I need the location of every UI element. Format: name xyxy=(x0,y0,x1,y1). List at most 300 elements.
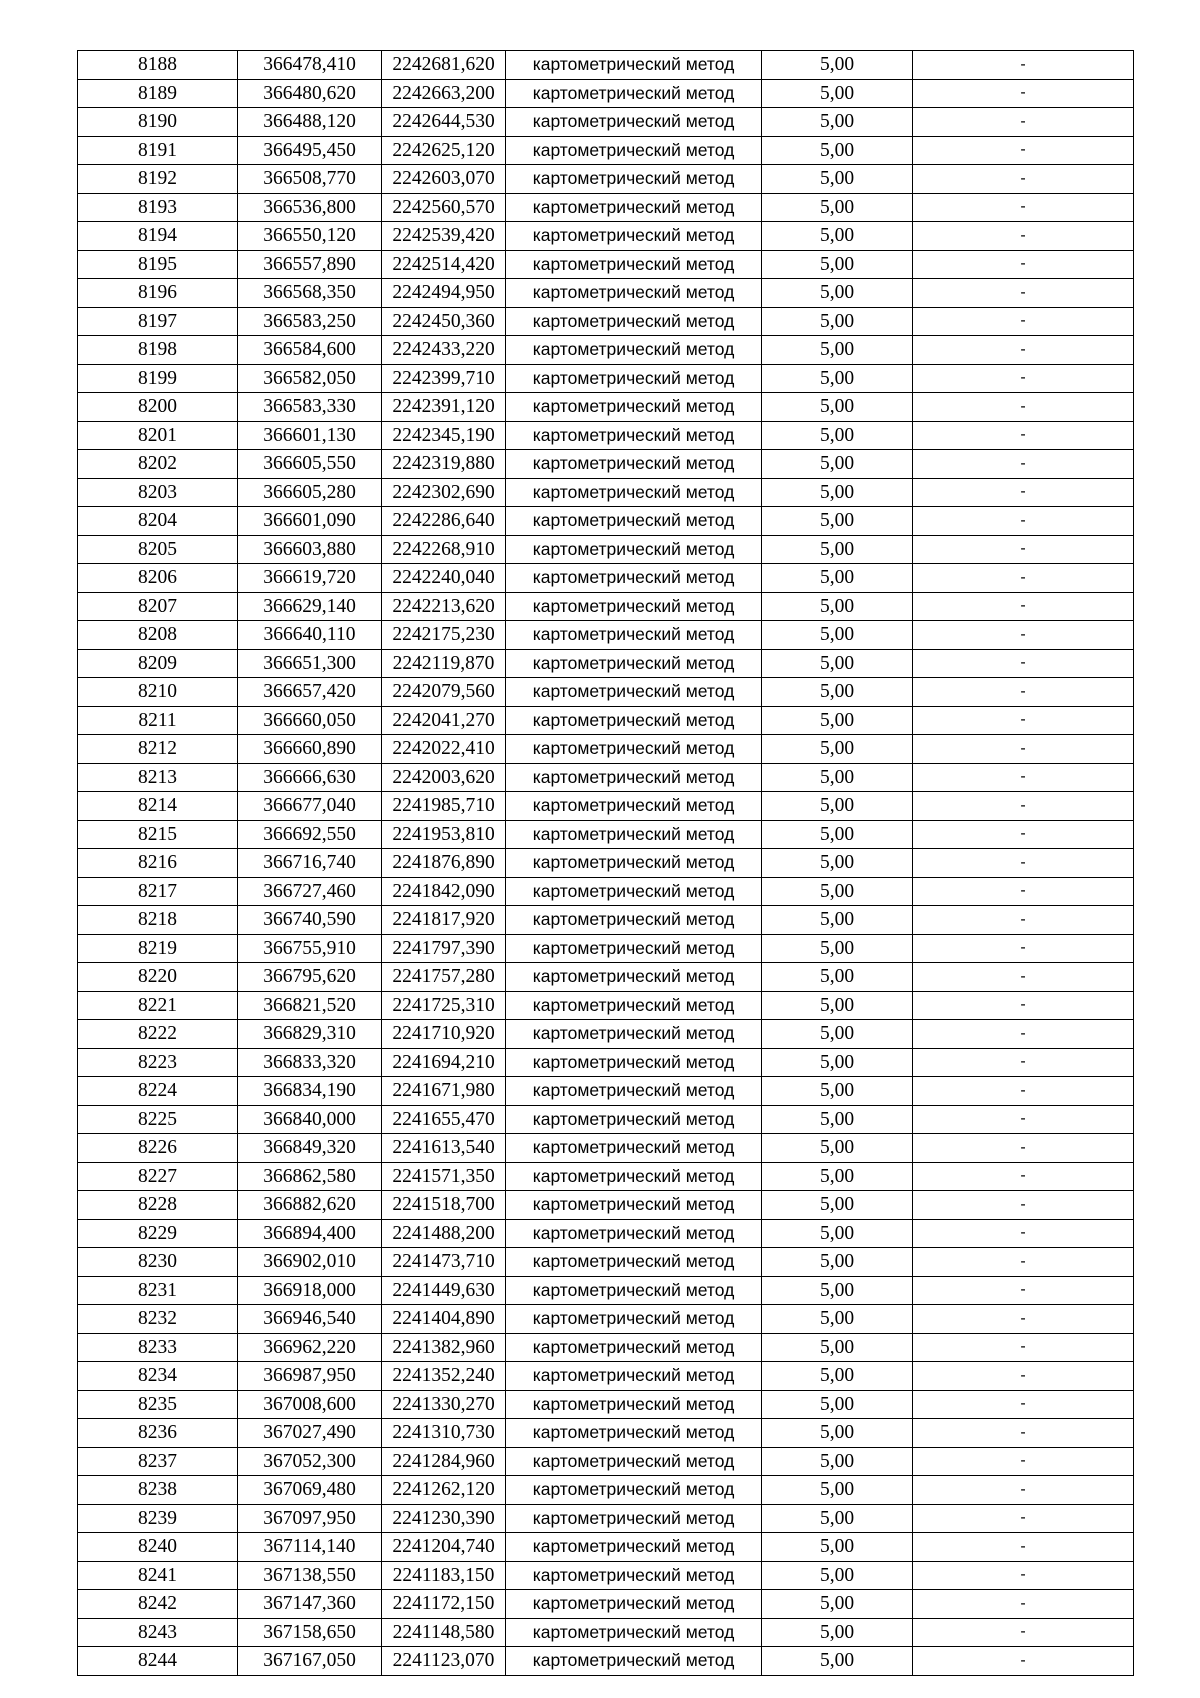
y-coordinate-cell: 2242603,070 xyxy=(382,165,506,194)
point-number-cell: 8238 xyxy=(78,1476,238,1505)
table-row xyxy=(78,1162,1134,1191)
x-coordinate-cell: 366557,890 xyxy=(238,250,382,279)
accuracy-cell: 5,00 xyxy=(762,535,913,564)
x-coordinate-cell: 366619,720 xyxy=(238,564,382,593)
method-cell: картометрический метод xyxy=(506,421,762,450)
accuracy-cell: 5,00 xyxy=(762,934,913,963)
table-row xyxy=(78,1276,1134,1305)
y-coordinate-cell: 2241518,700 xyxy=(382,1191,506,1220)
point-number-cell: 8228 xyxy=(78,1191,238,1220)
x-coordinate-cell: 366582,050 xyxy=(238,364,382,393)
note-cell: - xyxy=(913,507,1134,536)
accuracy-cell: 5,00 xyxy=(762,279,913,308)
x-coordinate-cell: 366833,320 xyxy=(238,1048,382,1077)
x-coordinate-cell: 366584,600 xyxy=(238,336,382,365)
point-number-cell: 8190 xyxy=(78,108,238,137)
note-cell: - xyxy=(913,649,1134,678)
accuracy-cell: 5,00 xyxy=(762,1533,913,1562)
x-coordinate-cell: 367052,300 xyxy=(238,1447,382,1476)
point-number-cell: 8191 xyxy=(78,136,238,165)
method-cell: картометрический метод xyxy=(506,592,762,621)
note-cell: - xyxy=(913,1504,1134,1533)
note-cell: - xyxy=(913,393,1134,422)
y-coordinate-cell: 2241449,630 xyxy=(382,1276,506,1305)
table-row xyxy=(78,564,1134,593)
point-number-cell: 8243 xyxy=(78,1618,238,1647)
point-number-cell: 8239 xyxy=(78,1504,238,1533)
accuracy-cell: 5,00 xyxy=(762,136,913,165)
method-cell: картометрический метод xyxy=(506,1561,762,1590)
point-number-cell: 8207 xyxy=(78,592,238,621)
note-cell: - xyxy=(913,165,1134,194)
table-row xyxy=(78,79,1134,108)
point-number-cell: 8232 xyxy=(78,1305,238,1334)
note-cell: - xyxy=(913,79,1134,108)
table-row xyxy=(78,621,1134,650)
x-coordinate-cell: 366478,410 xyxy=(238,51,382,80)
method-cell: картометрический метод xyxy=(506,279,762,308)
note-cell: - xyxy=(913,792,1134,821)
accuracy-cell: 5,00 xyxy=(762,1419,913,1448)
method-cell: картометрический метод xyxy=(506,136,762,165)
point-number-cell: 8197 xyxy=(78,307,238,336)
y-coordinate-cell: 2241817,920 xyxy=(382,906,506,935)
x-coordinate-cell: 366840,000 xyxy=(238,1105,382,1134)
note-cell: - xyxy=(913,336,1134,365)
table-row xyxy=(78,1333,1134,1362)
x-coordinate-cell: 366536,800 xyxy=(238,193,382,222)
table-row xyxy=(78,393,1134,422)
method-cell: картометрический метод xyxy=(506,1134,762,1163)
table-row xyxy=(78,1447,1134,1476)
x-coordinate-cell: 366568,350 xyxy=(238,279,382,308)
table-row xyxy=(78,1504,1134,1533)
method-cell: картометрический метод xyxy=(506,877,762,906)
point-number-cell: 8203 xyxy=(78,478,238,507)
note-cell: - xyxy=(913,592,1134,621)
x-coordinate-cell: 366692,550 xyxy=(238,820,382,849)
method-cell: картометрический метод xyxy=(506,250,762,279)
method-cell: картометрический метод xyxy=(506,364,762,393)
method-cell: картометрический метод xyxy=(506,507,762,536)
method-cell: картометрический метод xyxy=(506,678,762,707)
table-row xyxy=(78,1134,1134,1163)
accuracy-cell: 5,00 xyxy=(762,621,913,650)
method-cell: картометрический метод xyxy=(506,1647,762,1676)
note-cell: - xyxy=(913,364,1134,393)
note-cell: - xyxy=(913,222,1134,251)
accuracy-cell: 5,00 xyxy=(762,421,913,450)
accuracy-cell: 5,00 xyxy=(762,592,913,621)
method-cell: картометрический метод xyxy=(506,621,762,650)
table-row xyxy=(78,507,1134,536)
y-coordinate-cell: 2241985,710 xyxy=(382,792,506,821)
x-coordinate-cell: 366583,330 xyxy=(238,393,382,422)
accuracy-cell: 5,00 xyxy=(762,763,913,792)
x-coordinate-cell: 366651,300 xyxy=(238,649,382,678)
x-coordinate-cell: 366657,420 xyxy=(238,678,382,707)
y-coordinate-cell: 2242319,880 xyxy=(382,450,506,479)
accuracy-cell: 5,00 xyxy=(762,507,913,536)
table-row xyxy=(78,1248,1134,1277)
y-coordinate-cell: 2241148,580 xyxy=(382,1618,506,1647)
y-coordinate-cell: 2241404,890 xyxy=(382,1305,506,1334)
x-coordinate-cell: 367158,650 xyxy=(238,1618,382,1647)
y-coordinate-cell: 2242433,220 xyxy=(382,336,506,365)
x-coordinate-cell: 367167,050 xyxy=(238,1647,382,1676)
y-coordinate-cell: 2241797,390 xyxy=(382,934,506,963)
point-number-cell: 8212 xyxy=(78,735,238,764)
method-cell: картометрический метод xyxy=(506,564,762,593)
note-cell: - xyxy=(913,307,1134,336)
accuracy-cell: 5,00 xyxy=(762,1647,913,1676)
method-cell: картометрический метод xyxy=(506,1048,762,1077)
x-coordinate-cell: 366740,590 xyxy=(238,906,382,935)
accuracy-cell: 5,00 xyxy=(762,1105,913,1134)
y-coordinate-cell: 2241310,730 xyxy=(382,1419,506,1448)
y-coordinate-cell: 2242175,230 xyxy=(382,621,506,650)
coordinates-table-body xyxy=(78,51,1134,1676)
point-number-cell: 8237 xyxy=(78,1447,238,1476)
point-number-cell: 8213 xyxy=(78,763,238,792)
y-coordinate-cell: 2242644,530 xyxy=(382,108,506,137)
accuracy-cell: 5,00 xyxy=(762,393,913,422)
table-row xyxy=(78,364,1134,393)
method-cell: картометрический метод xyxy=(506,393,762,422)
method-cell: картометрический метод xyxy=(506,1276,762,1305)
note-cell: - xyxy=(913,1533,1134,1562)
x-coordinate-cell: 366834,190 xyxy=(238,1077,382,1106)
note-cell: - xyxy=(913,1219,1134,1248)
x-coordinate-cell: 367147,360 xyxy=(238,1590,382,1619)
x-coordinate-cell: 366495,450 xyxy=(238,136,382,165)
table-row xyxy=(78,250,1134,279)
method-cell: картометрический метод xyxy=(506,222,762,251)
point-number-cell: 8220 xyxy=(78,963,238,992)
accuracy-cell: 5,00 xyxy=(762,849,913,878)
method-cell: картометрический метод xyxy=(506,478,762,507)
x-coordinate-cell: 366666,630 xyxy=(238,763,382,792)
y-coordinate-cell: 2241488,200 xyxy=(382,1219,506,1248)
table-row xyxy=(78,193,1134,222)
table-row xyxy=(78,1105,1134,1134)
y-coordinate-cell: 2242079,560 xyxy=(382,678,506,707)
method-cell: картометрический метод xyxy=(506,450,762,479)
accuracy-cell: 5,00 xyxy=(762,307,913,336)
accuracy-cell: 5,00 xyxy=(762,1134,913,1163)
point-number-cell: 8214 xyxy=(78,792,238,821)
accuracy-cell: 5,00 xyxy=(762,1504,913,1533)
accuracy-cell: 5,00 xyxy=(762,1333,913,1362)
x-coordinate-cell: 366480,620 xyxy=(238,79,382,108)
method-cell: картометрический метод xyxy=(506,1362,762,1391)
method-cell: картометрический метод xyxy=(506,1191,762,1220)
table-row xyxy=(78,763,1134,792)
method-cell: картометрический метод xyxy=(506,649,762,678)
method-cell: картометрический метод xyxy=(506,1105,762,1134)
table-row xyxy=(78,1219,1134,1248)
y-coordinate-cell: 2241842,090 xyxy=(382,877,506,906)
point-number-cell: 8201 xyxy=(78,421,238,450)
accuracy-cell: 5,00 xyxy=(762,1191,913,1220)
y-coordinate-cell: 2241183,150 xyxy=(382,1561,506,1590)
point-number-cell: 8231 xyxy=(78,1276,238,1305)
y-coordinate-cell: 2242681,620 xyxy=(382,51,506,80)
x-coordinate-cell: 366660,050 xyxy=(238,706,382,735)
point-number-cell: 8244 xyxy=(78,1647,238,1676)
point-number-cell: 8227 xyxy=(78,1162,238,1191)
y-coordinate-cell: 2242663,200 xyxy=(382,79,506,108)
table-row xyxy=(78,1476,1134,1505)
x-coordinate-cell: 367138,550 xyxy=(238,1561,382,1590)
note-cell: - xyxy=(913,1362,1134,1391)
x-coordinate-cell: 366918,000 xyxy=(238,1276,382,1305)
note-cell: - xyxy=(913,1134,1134,1163)
y-coordinate-cell: 2241382,960 xyxy=(382,1333,506,1362)
point-number-cell: 8208 xyxy=(78,621,238,650)
method-cell: картометрический метод xyxy=(506,735,762,764)
note-cell: - xyxy=(913,877,1134,906)
y-coordinate-cell: 2241123,070 xyxy=(382,1647,506,1676)
y-coordinate-cell: 2241655,470 xyxy=(382,1105,506,1134)
method-cell: картометрический метод xyxy=(506,1162,762,1191)
table-row xyxy=(78,1419,1134,1448)
x-coordinate-cell: 366629,140 xyxy=(238,592,382,621)
point-number-cell: 8222 xyxy=(78,1020,238,1049)
y-coordinate-cell: 2242240,040 xyxy=(382,564,506,593)
table-row xyxy=(78,792,1134,821)
y-coordinate-cell: 2242268,910 xyxy=(382,535,506,564)
accuracy-cell: 5,00 xyxy=(762,222,913,251)
point-number-cell: 8216 xyxy=(78,849,238,878)
note-cell: - xyxy=(913,1447,1134,1476)
note-cell: - xyxy=(913,478,1134,507)
y-coordinate-cell: 2241204,740 xyxy=(382,1533,506,1562)
method-cell: картометрический метод xyxy=(506,108,762,137)
note-cell: - xyxy=(913,1248,1134,1277)
note-cell: - xyxy=(913,1647,1134,1676)
point-number-cell: 8241 xyxy=(78,1561,238,1590)
method-cell: картометрический метод xyxy=(506,1333,762,1362)
point-number-cell: 8230 xyxy=(78,1248,238,1277)
method-cell: картометрический метод xyxy=(506,849,762,878)
table-row xyxy=(78,1077,1134,1106)
note-cell: - xyxy=(913,564,1134,593)
note-cell: - xyxy=(913,1162,1134,1191)
table-row xyxy=(78,51,1134,80)
note-cell: - xyxy=(913,108,1134,137)
accuracy-cell: 5,00 xyxy=(762,1077,913,1106)
table-row xyxy=(78,706,1134,735)
method-cell: картометрический метод xyxy=(506,1476,762,1505)
note-cell: - xyxy=(913,1077,1134,1106)
note-cell: - xyxy=(913,906,1134,935)
y-coordinate-cell: 2241725,310 xyxy=(382,991,506,1020)
x-coordinate-cell: 366660,890 xyxy=(238,735,382,764)
method-cell: картометрический метод xyxy=(506,763,762,792)
point-number-cell: 8210 xyxy=(78,678,238,707)
accuracy-cell: 5,00 xyxy=(762,1219,913,1248)
y-coordinate-cell: 2241330,270 xyxy=(382,1390,506,1419)
table-row xyxy=(78,1048,1134,1077)
note-cell: - xyxy=(913,250,1134,279)
table-row xyxy=(78,1618,1134,1647)
x-coordinate-cell: 366727,460 xyxy=(238,877,382,906)
point-number-cell: 8225 xyxy=(78,1105,238,1134)
note-cell: - xyxy=(913,1305,1134,1334)
x-coordinate-cell: 366640,110 xyxy=(238,621,382,650)
accuracy-cell: 5,00 xyxy=(762,193,913,222)
note-cell: - xyxy=(913,1590,1134,1619)
x-coordinate-cell: 366677,040 xyxy=(238,792,382,821)
point-number-cell: 8204 xyxy=(78,507,238,536)
x-coordinate-cell: 367114,140 xyxy=(238,1533,382,1562)
y-coordinate-cell: 2242302,690 xyxy=(382,478,506,507)
method-cell: картометрический метод xyxy=(506,336,762,365)
method-cell: картометрический метод xyxy=(506,1219,762,1248)
point-number-cell: 8221 xyxy=(78,991,238,1020)
y-coordinate-cell: 2241613,540 xyxy=(382,1134,506,1163)
accuracy-cell: 5,00 xyxy=(762,678,913,707)
method-cell: картометрический метод xyxy=(506,1020,762,1049)
accuracy-cell: 5,00 xyxy=(762,735,913,764)
x-coordinate-cell: 366962,220 xyxy=(238,1333,382,1362)
y-coordinate-cell: 2242213,620 xyxy=(382,592,506,621)
x-coordinate-cell: 366902,010 xyxy=(238,1248,382,1277)
accuracy-cell: 5,00 xyxy=(762,165,913,194)
table-row xyxy=(78,735,1134,764)
point-number-cell: 8219 xyxy=(78,934,238,963)
method-cell: картометрический метод xyxy=(506,1390,762,1419)
point-number-cell: 8193 xyxy=(78,193,238,222)
y-coordinate-cell: 2242494,950 xyxy=(382,279,506,308)
y-coordinate-cell: 2241172,150 xyxy=(382,1590,506,1619)
note-cell: - xyxy=(913,963,1134,992)
x-coordinate-cell: 367027,490 xyxy=(238,1419,382,1448)
method-cell: картометрический метод xyxy=(506,535,762,564)
table-row xyxy=(78,336,1134,365)
accuracy-cell: 5,00 xyxy=(762,1305,913,1334)
table-row xyxy=(78,1590,1134,1619)
point-number-cell: 8235 xyxy=(78,1390,238,1419)
point-number-cell: 8215 xyxy=(78,820,238,849)
point-number-cell: 8200 xyxy=(78,393,238,422)
table-row xyxy=(78,877,1134,906)
point-number-cell: 8217 xyxy=(78,877,238,906)
point-number-cell: 8224 xyxy=(78,1077,238,1106)
y-coordinate-cell: 2242391,120 xyxy=(382,393,506,422)
table-row xyxy=(78,934,1134,963)
table-row xyxy=(78,649,1134,678)
y-coordinate-cell: 2242119,870 xyxy=(382,649,506,678)
table-row xyxy=(78,963,1134,992)
accuracy-cell: 5,00 xyxy=(762,820,913,849)
point-number-cell: 8198 xyxy=(78,336,238,365)
x-coordinate-cell: 366821,520 xyxy=(238,991,382,1020)
x-coordinate-cell: 366508,770 xyxy=(238,165,382,194)
point-number-cell: 8202 xyxy=(78,450,238,479)
table-row xyxy=(78,1020,1134,1049)
accuracy-cell: 5,00 xyxy=(762,649,913,678)
x-coordinate-cell: 366795,620 xyxy=(238,963,382,992)
y-coordinate-cell: 2242345,190 xyxy=(382,421,506,450)
x-coordinate-cell: 366882,620 xyxy=(238,1191,382,1220)
accuracy-cell: 5,00 xyxy=(762,108,913,137)
method-cell: картометрический метод xyxy=(506,79,762,108)
y-coordinate-cell: 2242041,270 xyxy=(382,706,506,735)
method-cell: картометрический метод xyxy=(506,991,762,1020)
x-coordinate-cell: 366601,130 xyxy=(238,421,382,450)
note-cell: - xyxy=(913,991,1134,1020)
accuracy-cell: 5,00 xyxy=(762,79,913,108)
table-row xyxy=(78,906,1134,935)
table-row xyxy=(78,1561,1134,1590)
table-row xyxy=(78,1305,1134,1334)
point-number-cell: 8196 xyxy=(78,279,238,308)
accuracy-cell: 5,00 xyxy=(762,1248,913,1277)
method-cell: картометрический метод xyxy=(506,1419,762,1448)
point-number-cell: 8234 xyxy=(78,1362,238,1391)
y-coordinate-cell: 2241571,350 xyxy=(382,1162,506,1191)
accuracy-cell: 5,00 xyxy=(762,963,913,992)
accuracy-cell: 5,00 xyxy=(762,1590,913,1619)
y-coordinate-cell: 2242399,710 xyxy=(382,364,506,393)
method-cell: картометрический метод xyxy=(506,1305,762,1334)
point-number-cell: 8240 xyxy=(78,1533,238,1562)
table-row xyxy=(78,421,1134,450)
table-row xyxy=(78,849,1134,878)
note-cell: - xyxy=(913,136,1134,165)
accuracy-cell: 5,00 xyxy=(762,250,913,279)
method-cell: картометрический метод xyxy=(506,706,762,735)
note-cell: - xyxy=(913,1020,1134,1049)
note-cell: - xyxy=(913,1561,1134,1590)
table-row xyxy=(78,1647,1134,1676)
method-cell: картометрический метод xyxy=(506,1618,762,1647)
x-coordinate-cell: 366862,580 xyxy=(238,1162,382,1191)
accuracy-cell: 5,00 xyxy=(762,1476,913,1505)
note-cell: - xyxy=(913,1191,1134,1220)
x-coordinate-cell: 367097,950 xyxy=(238,1504,382,1533)
x-coordinate-cell: 366488,120 xyxy=(238,108,382,137)
note-cell: - xyxy=(913,763,1134,792)
point-number-cell: 8211 xyxy=(78,706,238,735)
method-cell: картометрический метод xyxy=(506,1590,762,1619)
note-cell: - xyxy=(913,1048,1134,1077)
point-number-cell: 8205 xyxy=(78,535,238,564)
method-cell: картометрический метод xyxy=(506,820,762,849)
note-cell: - xyxy=(913,934,1134,963)
accuracy-cell: 5,00 xyxy=(762,1390,913,1419)
note-cell: - xyxy=(913,1390,1134,1419)
method-cell: картометрический метод xyxy=(506,51,762,80)
y-coordinate-cell: 2242003,620 xyxy=(382,763,506,792)
table-row xyxy=(78,108,1134,137)
note-cell: - xyxy=(913,820,1134,849)
x-coordinate-cell: 367008,600 xyxy=(238,1390,382,1419)
accuracy-cell: 5,00 xyxy=(762,450,913,479)
y-coordinate-cell: 2241262,120 xyxy=(382,1476,506,1505)
y-coordinate-cell: 2242286,640 xyxy=(382,507,506,536)
method-cell: картометрический метод xyxy=(506,963,762,992)
y-coordinate-cell: 2242560,570 xyxy=(382,193,506,222)
note-cell: - xyxy=(913,421,1134,450)
x-coordinate-cell: 366946,540 xyxy=(238,1305,382,1334)
y-coordinate-cell: 2241876,890 xyxy=(382,849,506,878)
x-coordinate-cell: 366716,740 xyxy=(238,849,382,878)
note-cell: - xyxy=(913,535,1134,564)
table-row xyxy=(78,678,1134,707)
